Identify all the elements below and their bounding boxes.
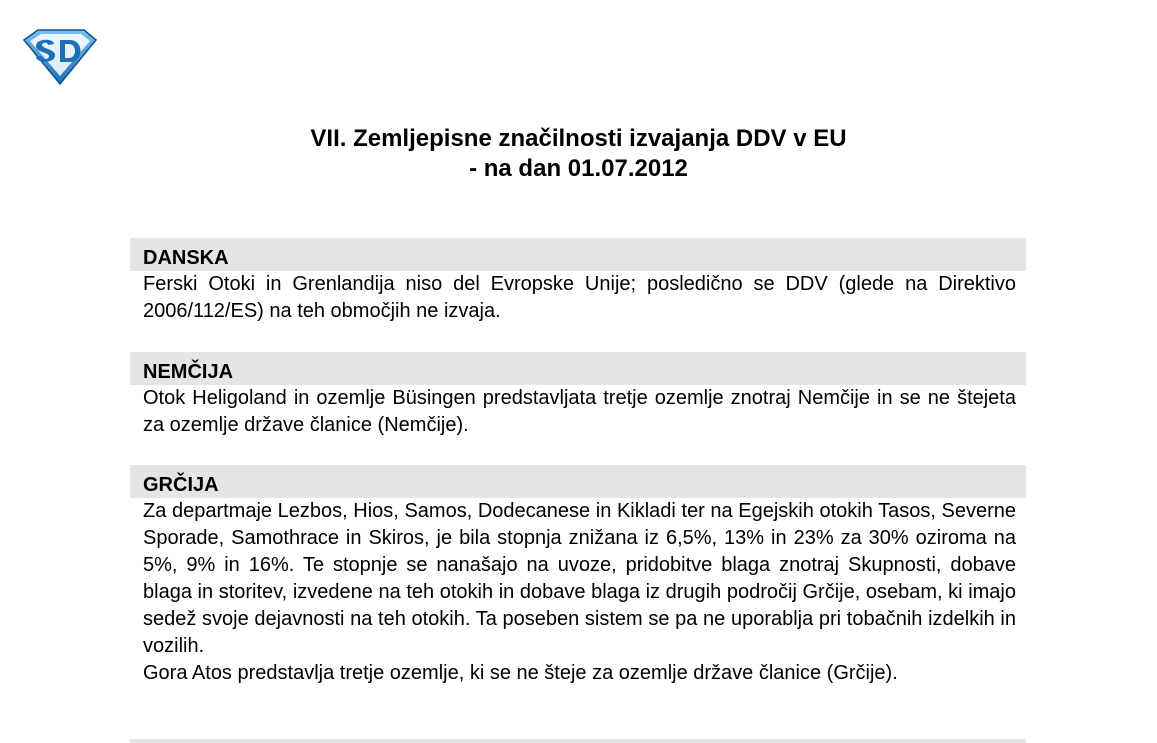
section-nemcija bbox=[130, 352, 1026, 439]
section-body bbox=[130, 498, 1026, 687]
title-line-1: VII. Zemljepisne značilnosti izvajanja DDV v EU bbox=[310, 125, 847, 152]
paragraph: Gora Atos predstavlja tretje ozemlje, ki se ne šteje za ozemlje države članice (Grčije). bbox=[143, 662, 898, 684]
paragraph: Otok Heligoland in ozemlje Büsingen predstavljata tretje ozemlje znotraj Nemčije in se ne štejeta za ozemlje države članice (Nemčije). bbox=[143, 387, 1016, 436]
section-heading: NEMČIJA bbox=[130, 352, 1026, 385]
title-line-2: - na dan 01.07.2012 bbox=[469, 155, 688, 182]
section-body bbox=[130, 271, 1026, 325]
page-title bbox=[0, 124, 1157, 184]
section-heading: GRČIJA bbox=[130, 465, 1026, 498]
next-section-header-edge bbox=[130, 739, 1026, 743]
paragraph: Za departmaje Lezbos, Hios, Samos, Dodecanese in Kikladi ter na Egejskih otokih Tasos, Severne Sporade, Samothrace in Skiros, je bila stopnja znižana iz 6,5%, 13% in 23% za 30% oziroma na 5%, 9% in 16%. Te stopnje se nanašajo na uvoze, pridobitve blaga znotraj Skupnosti, dobave blaga in storitev, izvedene na teh otokih in dobave blaga iz drugih področij Grčije, osebam, ki imajo sedež svoje dejavnosti na teh otokih. Ta poseben sistem se pa ne uporablja pri tobačnih izdelkih in vozilih. bbox=[143, 500, 1016, 657]
company-logo bbox=[22, 28, 98, 86]
section-danska bbox=[130, 238, 1026, 325]
sd-shield-logo-icon bbox=[22, 28, 98, 86]
section-heading: DANSKA bbox=[130, 238, 1026, 271]
section-grcija bbox=[130, 465, 1026, 687]
section-body bbox=[130, 385, 1026, 439]
paragraph: Ferski Otoki in Grenlandija niso del Evropske Unije; posledično se DDV (glede na Direktivo 2006/112/ES) na teh območjih ne izvaja. bbox=[143, 273, 1016, 322]
